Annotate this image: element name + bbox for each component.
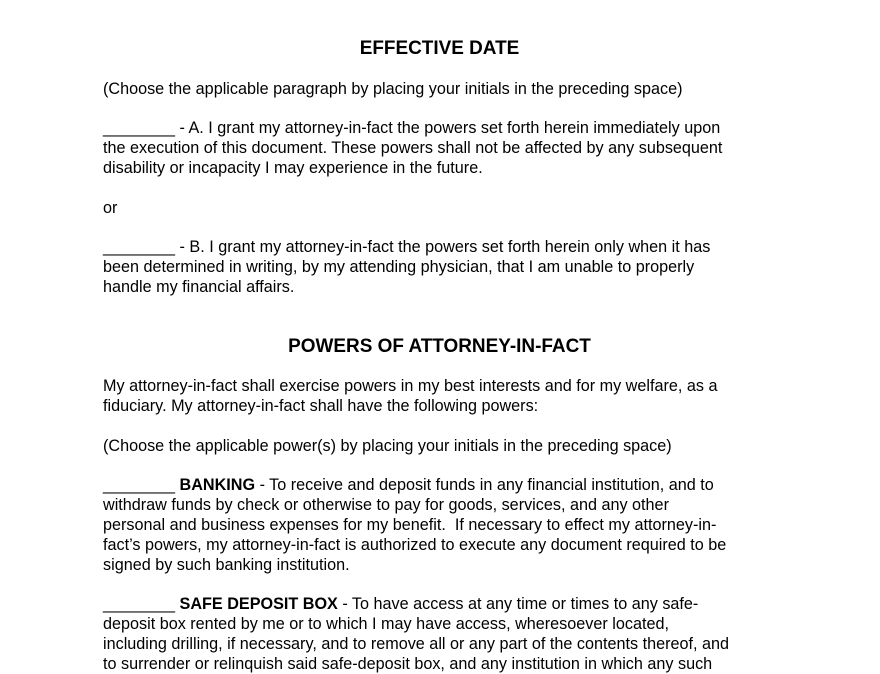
safe-deposit-paragraph bbox=[103, 594, 783, 674]
safe-deposit-line-3: including drilling, if necessary, and to remove all or any part of the contents thereof, and bbox=[103, 635, 729, 653]
banking-paragraph bbox=[103, 475, 783, 575]
safe-deposit-initials-blank: ________ bbox=[103, 595, 180, 613]
banking-line-5: signed by such banking institution. bbox=[103, 556, 350, 574]
safe-deposit-first-line-text: - To have access at any time or times to any safe- bbox=[337, 595, 699, 613]
powers-intro-line-1: My attorney-in-fact shall exercise powers in my best interests and for my welfare, as a bbox=[103, 377, 718, 395]
option-b-line-3: handle my financial affairs. bbox=[103, 278, 295, 296]
option-a-paragraph bbox=[103, 118, 783, 178]
banking-first-line bbox=[103, 475, 783, 495]
safe-deposit-first-line bbox=[103, 594, 783, 614]
powers-heading: POWERS OF ATTORNEY-IN-FACT bbox=[288, 336, 591, 357]
option-b-line-1: ________ - B. I grant my attorney-in-fact the powers set forth herein only when it has bbox=[103, 238, 711, 256]
option-a-line-1: ________ - A. I grant my attorney-in-fact the powers set forth herein immediately upon bbox=[103, 119, 721, 137]
effective-date-heading: EFFECTIVE DATE bbox=[359, 38, 520, 59]
option-b-paragraph bbox=[103, 237, 783, 297]
option-b-line-2: been determined in writing, by my attending physician, that I am unable to properly bbox=[103, 258, 695, 276]
banking-line-4: fact’s powers, my attorney-in-fact is authorized to execute any document required to be bbox=[103, 536, 727, 554]
banking-line-2: withdraw funds by check or otherwise to pay for goods, services, and any other bbox=[103, 496, 669, 514]
banking-initials-blank: ________ bbox=[103, 476, 180, 494]
safe-deposit-line-2: deposit box rented by me or to which I may have access, wheresoever located, bbox=[103, 615, 669, 633]
option-a-line-2: the execution of this document. These powers shall not be affected by any subsequent bbox=[103, 139, 723, 157]
effective-date-instruction: (Choose the applicable paragraph by placing your initials in the preceding space) bbox=[103, 80, 683, 98]
or-text: or bbox=[103, 199, 118, 217]
powers-intro-line-2: fiduciary. My attorney-in-fact shall have the following powers: bbox=[103, 397, 539, 415]
safe-deposit-title: SAFE DEPOSIT BOX bbox=[179, 595, 338, 613]
banking-line-3: personal and business expenses for my benefit. If necessary to effect my attorney-in- bbox=[103, 516, 717, 534]
banking-first-line-text: - To receive and deposit funds in any financial institution, and to bbox=[255, 476, 714, 494]
powers-instruction: (Choose the applicable power(s) by placing your initials in the preceding space) bbox=[103, 437, 672, 455]
safe-deposit-line-4: to surrender or relinquish said safe-deposit box, and any institution in which any such bbox=[103, 655, 713, 673]
option-a-line-3: disability or incapacity I may experience in the future. bbox=[103, 159, 483, 177]
powers-intro-paragraph bbox=[103, 376, 783, 416]
banking-title: BANKING bbox=[179, 476, 256, 494]
